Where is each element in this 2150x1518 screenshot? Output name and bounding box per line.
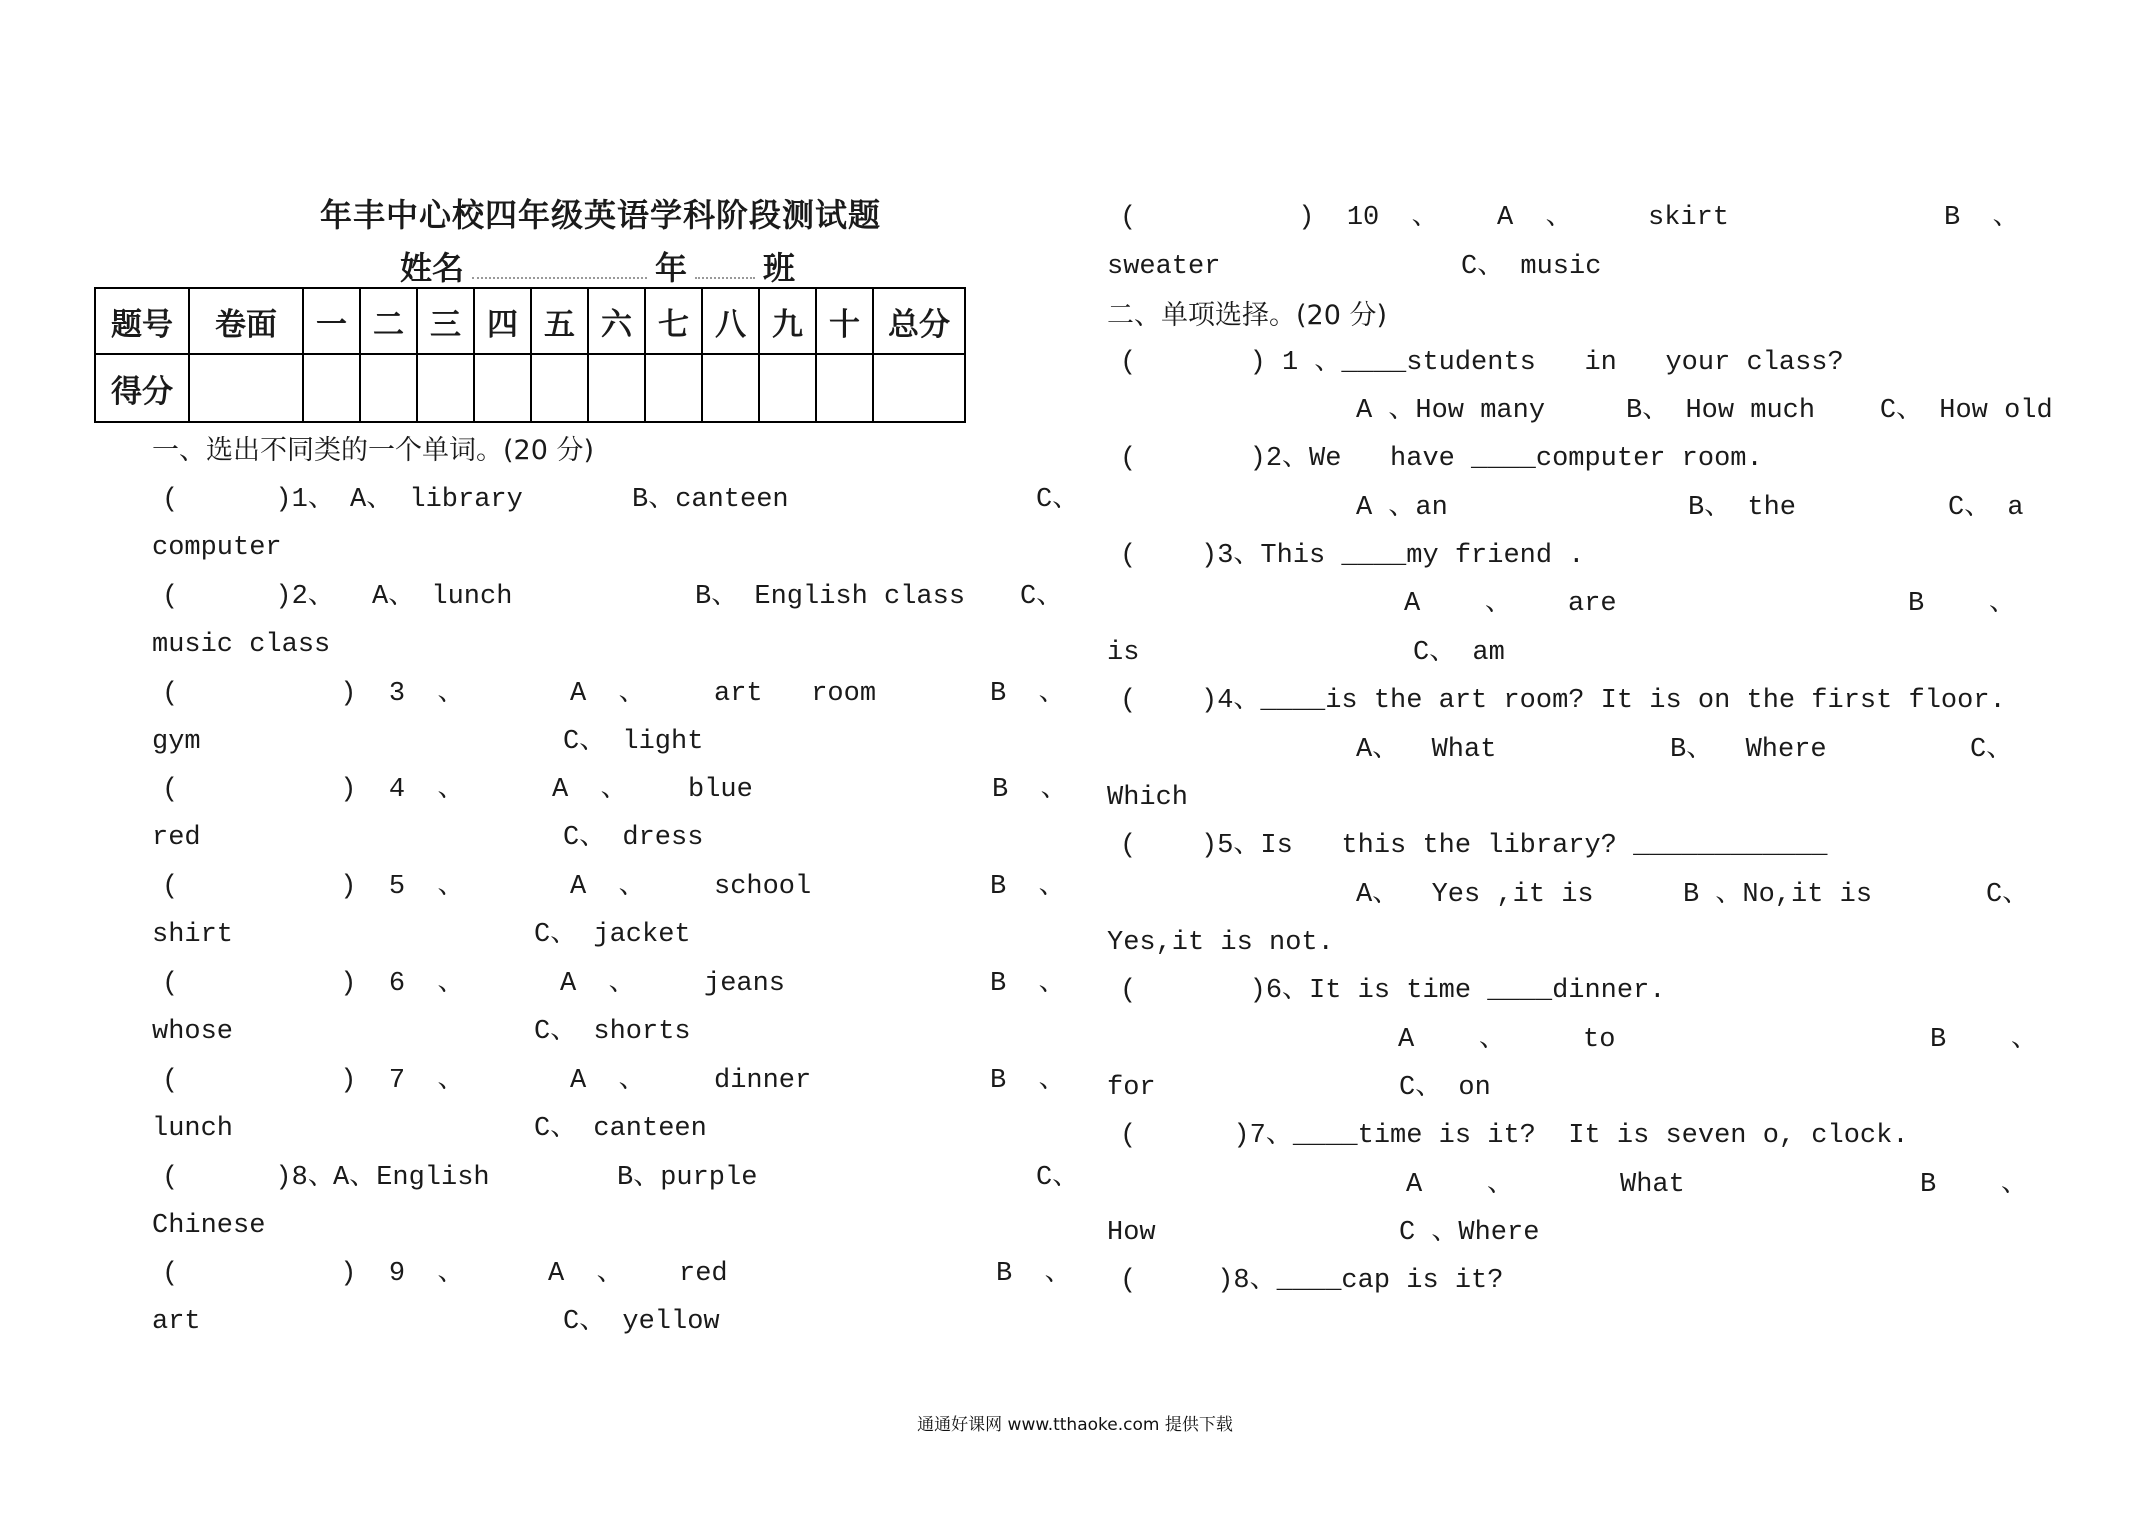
s3-question: ( )3、This ____my friend . [1120, 541, 1585, 571]
s6-option-a: A 、 [1398, 1025, 1507, 1055]
q8-option-c: C、 [1036, 1163, 1080, 1193]
q5-option-b: B 、 [990, 872, 1066, 902]
q9-option-a-word: red [679, 1259, 728, 1289]
score-table [94, 287, 966, 423]
score-header-cell: 十 [816, 288, 873, 354]
grade-label: 年 [655, 249, 688, 287]
q6-option-b-word: whose [152, 1017, 234, 1047]
q5-number: ( ) 5 、 [162, 872, 465, 902]
q3-option-a-word: art room [714, 679, 877, 709]
q6-option-a-word: jeans [704, 969, 786, 999]
q8-option-a: A、English [333, 1163, 490, 1193]
s6-question: ( )6、It is time ____dinner. [1120, 976, 1666, 1006]
q4-option-c: C、 dress [563, 823, 704, 853]
score-table-header-row [95, 288, 965, 354]
s6-option-b-word: for [1107, 1073, 1156, 1103]
q3-option-c: C、 light [563, 727, 704, 757]
s3-option-c: C、 am [1413, 638, 1505, 668]
q7-option-a-word: dinner [714, 1066, 812, 1096]
q7-option-b-word: lunch [152, 1114, 234, 1144]
q4-option-a-word: blue [688, 775, 753, 805]
s3-option-a-word: are [1568, 589, 1617, 619]
q8-option-b: B、purple [617, 1163, 758, 1193]
score-cell[interactable] [588, 354, 645, 422]
s4-question: ( )4、____is the art room? It is on the first floor. [1120, 686, 2006, 716]
score-header-cell: 九 [759, 288, 816, 354]
score-cell[interactable] [816, 354, 873, 422]
q2-option-c: C、 [1020, 582, 1064, 612]
s7-option-b-word: How [1107, 1218, 1156, 1248]
q8-number: ( )8、 [162, 1163, 335, 1193]
q7-option-b: B 、 [990, 1066, 1066, 1096]
score-header-cell: 卷面 [189, 288, 303, 354]
exam-title: 年丰中心校四年级英语学科阶段测试题 [320, 196, 882, 234]
q10-option-a-word: skirt [1648, 203, 1730, 233]
s3-option-a: A 、 [1404, 589, 1513, 619]
s2-option-b: B、 the [1688, 493, 1797, 523]
score-header-cell: 四 [474, 288, 531, 354]
s1-question: ( ) 1 、____students in your class? [1120, 348, 1844, 378]
q1-option-c: C、 [1036, 485, 1080, 515]
s5-option-c-word: Yes,it is not. [1107, 928, 1334, 958]
score-header-cell: 题号 [95, 288, 189, 354]
score-cell[interactable] [360, 354, 417, 422]
score-header-cell: 八 [702, 288, 759, 354]
s2-question: ( )2、We have ____computer room. [1120, 444, 1763, 474]
class-blank[interactable] [695, 255, 755, 279]
s7-question: ( )7、____time is it? It is seven o, clock. [1120, 1121, 1909, 1151]
score-cell[interactable] [303, 354, 360, 422]
s7-option-a-word: What [1620, 1170, 1685, 1200]
s4-option-a: A、 What [1356, 735, 1497, 765]
section-2-title: 二、单项选择。(20 分) [1107, 300, 1388, 331]
score-cell[interactable] [417, 354, 474, 422]
score-row-label: 得分 [95, 354, 189, 422]
s7-option-a: A 、 [1406, 1170, 1515, 1200]
q2-option-c-word: music class [152, 630, 331, 660]
q2-option-b: B、 English class [695, 582, 966, 612]
s1-options: A 、How many B、 How much C、 How old [1356, 396, 2053, 426]
q2-number: ( )2、 [162, 582, 335, 612]
s3-option-b-word: is [1107, 638, 1140, 668]
s7-option-c: C 、Where [1399, 1218, 1540, 1248]
score-cell[interactable] [531, 354, 588, 422]
name-blank[interactable] [472, 255, 647, 279]
q4-number: ( ) 4 、 [162, 775, 465, 805]
s2-option-c: C、 a [1948, 493, 2024, 523]
s6-option-b: B 、 [1930, 1025, 2039, 1055]
score-cell[interactable] [645, 354, 702, 422]
q2-option-a: A、 lunch [372, 582, 513, 612]
q9-option-b-word: art [152, 1307, 201, 1337]
q10-option-c: C、 music [1461, 252, 1602, 282]
section-1-title: 一、选出不同类的一个单词。(20 分) [152, 435, 595, 466]
score-header-cell: 二 [360, 288, 417, 354]
q10-option-b: B 、 [1944, 203, 2020, 233]
score-header-cell: 七 [645, 288, 702, 354]
q1-number: ( )1、 [162, 485, 335, 515]
score-header-cell: 六 [588, 288, 645, 354]
s5-option-b: B 、No,it is [1683, 880, 1873, 910]
s6-option-c: C、 on [1399, 1073, 1491, 1103]
q5-option-a: A 、 [570, 872, 646, 902]
q7-number: ( ) 7 、 [162, 1066, 465, 1096]
score-header-cell: 三 [417, 288, 474, 354]
score-table-score-row [95, 354, 965, 422]
q1-option-c-word: computer [152, 533, 282, 563]
score-header-cell: 一 [303, 288, 360, 354]
q6-option-c: C、 shorts [534, 1017, 691, 1047]
s4-option-c-word: Which [1107, 783, 1189, 813]
s4-option-b: B、 Where [1670, 735, 1827, 765]
q9-number: ( ) 9 、 [162, 1259, 465, 1289]
footer-credit: 通通好课网 www.tthaoke.com 提供下载 [917, 1415, 1233, 1435]
q5-option-a-word: school [714, 872, 812, 902]
q1-option-a: A、 library [350, 485, 523, 515]
q9-option-a: A 、 [548, 1259, 624, 1289]
q3-number: ( ) 3 、 [162, 679, 465, 709]
s4-option-c: C、 [1970, 735, 2014, 765]
q10-number: ( ) 10 、 [1120, 203, 1439, 233]
class-label: 班 [763, 249, 796, 287]
s5-option-c: C、 [1986, 880, 2030, 910]
q3-option-b: B 、 [990, 679, 1066, 709]
q5-option-b-word: shirt [152, 920, 234, 950]
score-cell[interactable] [474, 354, 531, 422]
q9-option-c: C、 yellow [563, 1307, 720, 1337]
s2-option-a: A 、an [1356, 493, 1448, 523]
q3-option-a: A 、 [570, 679, 646, 709]
q7-option-c: C、 canteen [534, 1114, 707, 1144]
score-cell[interactable] [873, 354, 965, 422]
score-cell[interactable] [702, 354, 759, 422]
q4-option-a: A 、 [552, 775, 628, 805]
q10-option-a: A 、 [1497, 203, 1573, 233]
s5-question: ( )5、Is this the library? ____________ [1120, 831, 1828, 861]
q9-option-b: B 、 [996, 1259, 1072, 1289]
student-info-line [400, 243, 795, 289]
score-cell[interactable] [189, 354, 303, 422]
s6-option-a-word: to [1583, 1025, 1616, 1055]
name-label: 姓名 [400, 249, 465, 287]
q7-option-a: A 、 [570, 1066, 646, 1096]
q6-option-b: B 、 [990, 969, 1066, 999]
score-header-cell: 五 [531, 288, 588, 354]
s3-option-b: B 、 [1908, 589, 2017, 619]
q6-option-a: A 、 [560, 969, 636, 999]
q4-option-b: B 、 [992, 775, 1068, 805]
q6-number: ( ) 6 、 [162, 969, 465, 999]
q8-option-c-word: Chinese [152, 1211, 266, 1241]
q1-option-b: B、canteen [632, 485, 789, 515]
score-cell[interactable] [759, 354, 816, 422]
s5-option-a: A、 Yes ,it is [1356, 880, 1594, 910]
q10-option-b-word: sweater [1107, 252, 1221, 282]
q5-option-c: C、 jacket [534, 920, 691, 950]
s7-option-b: B 、 [1920, 1170, 2029, 1200]
q4-option-b-word: red [152, 823, 201, 853]
s8-question: ( )8、____cap is it? [1120, 1266, 1504, 1296]
q3-option-b-word: gym [152, 727, 201, 757]
score-header-cell: 总分 [873, 288, 965, 354]
